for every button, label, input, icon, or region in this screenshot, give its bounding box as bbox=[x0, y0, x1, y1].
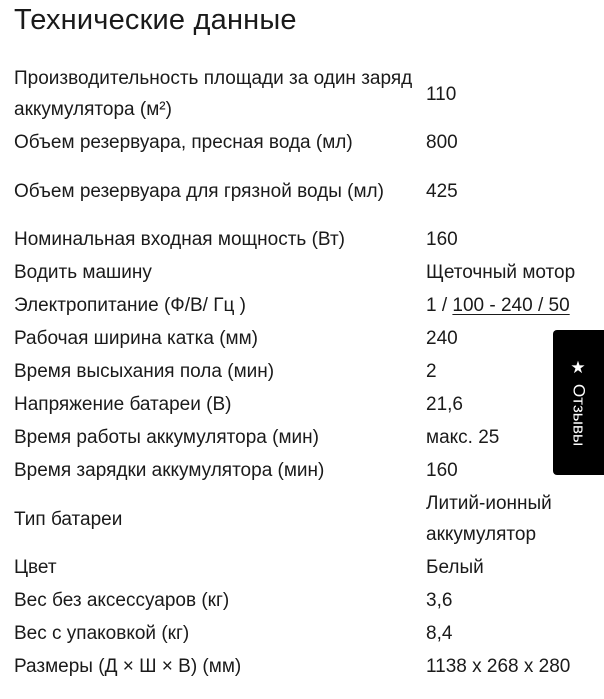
spec-label: Производительность площади за один заряд аккумулятора (м²) bbox=[14, 68, 413, 120]
spec-value: 21,6 bbox=[426, 394, 463, 415]
spec-value: 2 bbox=[426, 361, 437, 382]
reviews-tab-content bbox=[569, 358, 589, 446]
spec-label: Объем резервуара, пресная вода (мл) bbox=[14, 132, 353, 153]
spec-value: 160 bbox=[426, 229, 458, 250]
spec-label: Электропитание (Ф/В/ Гц ) bbox=[14, 295, 247, 316]
spec-value-prefix: 1 / bbox=[426, 295, 453, 316]
spec-value: макс. 25 bbox=[426, 427, 500, 448]
spec-row-battery-type bbox=[14, 487, 604, 551]
spec-label: Время зарядки аккумулятора (мин) bbox=[14, 460, 325, 481]
spec-label: Вес без аксессуаров (кг) bbox=[14, 590, 230, 611]
spec-row-working-width bbox=[14, 322, 604, 355]
spec-value: 160 bbox=[426, 460, 458, 481]
spec-label: Цвет bbox=[14, 557, 57, 578]
spec-row-weight-with-packaging bbox=[14, 617, 604, 650]
spec-label: Размеры (Д × Ш × В) (мм) bbox=[14, 656, 242, 677]
spec-label: Водить машину bbox=[14, 262, 152, 283]
spec-label: Вес с упаковкой (кг) bbox=[14, 623, 190, 644]
reviews-tab-button[interactable] bbox=[553, 330, 604, 475]
spec-row-drive bbox=[14, 256, 604, 289]
spec-row-input-power bbox=[14, 223, 604, 256]
spec-row-power-supply bbox=[14, 289, 604, 322]
spec-row-dirty-water-tank bbox=[14, 159, 604, 223]
spec-value: 8,4 bbox=[426, 623, 453, 644]
reviews-tab-label: Отзывы bbox=[569, 384, 589, 447]
star-icon: ★ bbox=[569, 358, 588, 379]
spec-value: Щеточный мотор bbox=[426, 262, 576, 283]
spec-row-weight-without-accessories bbox=[14, 584, 604, 617]
spec-row-battery-voltage bbox=[14, 388, 604, 421]
spec-row-area-performance bbox=[14, 62, 604, 126]
power-supply-link[interactable]: 100 - 240 / 50 bbox=[452, 295, 570, 316]
spec-label: Номинальная входная мощность (Вт) bbox=[14, 229, 345, 250]
spec-label: Тип батареи bbox=[14, 508, 123, 530]
spec-value: 110 bbox=[426, 83, 457, 105]
spec-value: 3,6 bbox=[426, 590, 453, 611]
spec-value: Литий-ионный аккумулятор bbox=[426, 493, 552, 545]
spec-row-battery-runtime bbox=[14, 421, 604, 454]
spec-label: Время работы аккумулятора (мин) bbox=[14, 427, 319, 448]
spec-value bbox=[426, 289, 604, 322]
spec-value: Белый bbox=[426, 557, 484, 578]
spec-row-fresh-water-tank bbox=[14, 126, 604, 159]
spec-value: 1138 x 268 x 280 bbox=[426, 656, 571, 677]
spec-value: 240 bbox=[426, 328, 458, 349]
spec-row-color bbox=[14, 551, 604, 584]
spec-row-dimensions bbox=[14, 650, 604, 683]
spec-label: Объем резервуара для грязной воды (мл) bbox=[14, 180, 384, 202]
spec-table bbox=[14, 62, 604, 683]
spec-row-drying-time bbox=[14, 355, 604, 388]
spec-label: Напряжение батареи (В) bbox=[14, 394, 232, 415]
spec-value: 800 bbox=[426, 132, 458, 153]
spec-value: 425 bbox=[426, 180, 458, 202]
spec-label: Рабочая ширина катка (мм) bbox=[14, 328, 258, 349]
spec-label: Время высыхания пола (мин) bbox=[14, 361, 275, 382]
page-title: Технические данные bbox=[14, 4, 297, 36]
spec-row-charging-time bbox=[14, 454, 604, 487]
